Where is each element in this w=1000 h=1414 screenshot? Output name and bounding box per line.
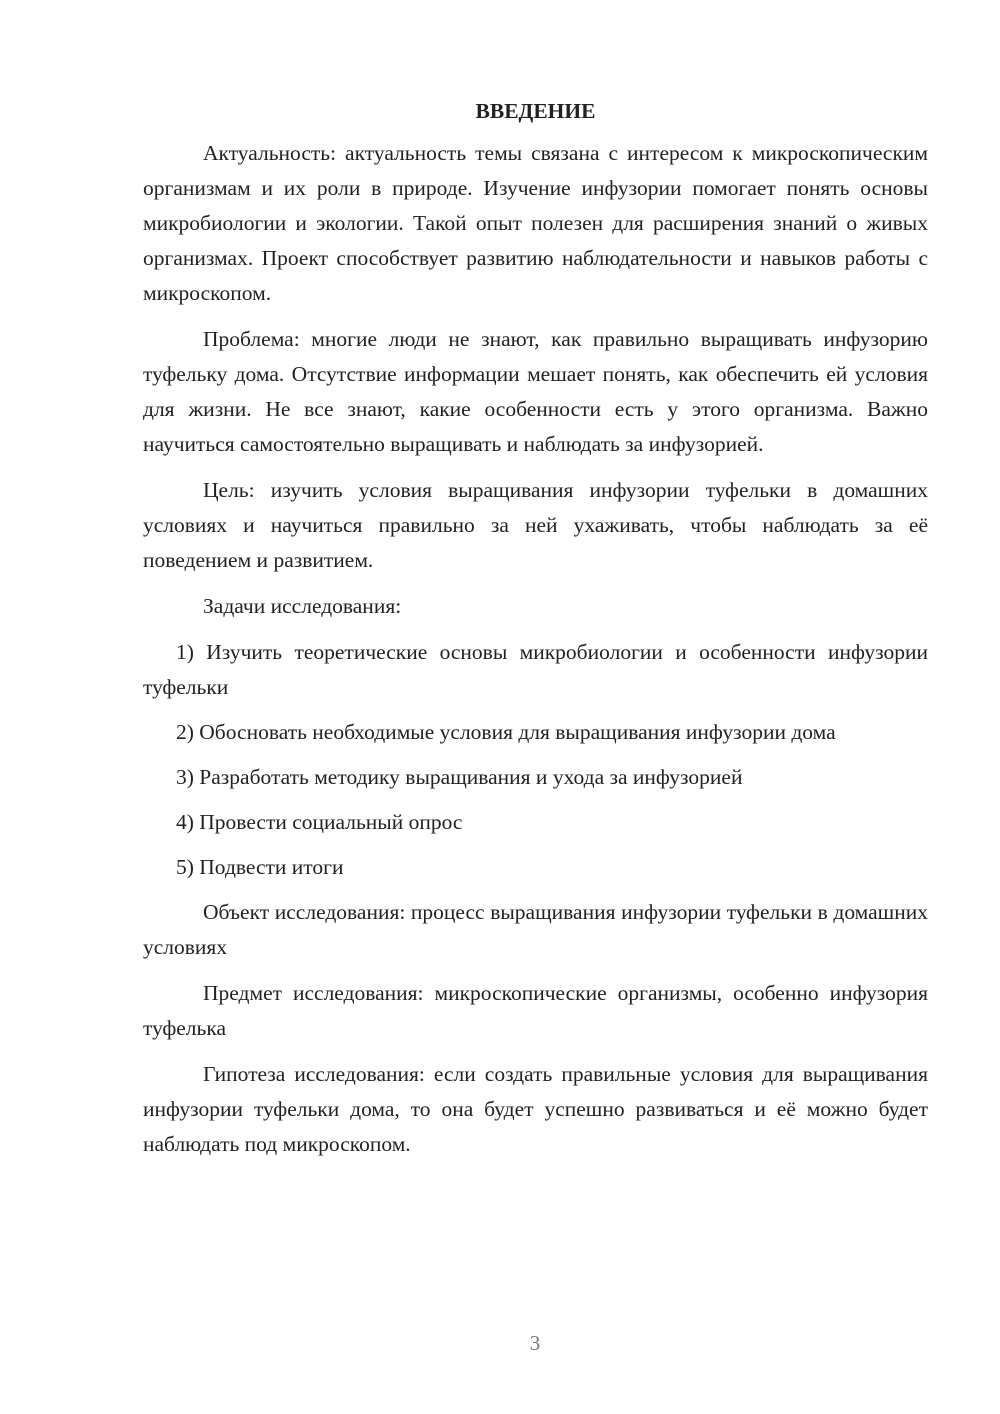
page-number: 3 [529, 1331, 541, 1355]
subject-paragraph: Предмет исследования: микроскопические организмы, особенно инфузория туфелька [143, 981, 928, 1040]
tasks-title: Задачи исследования: [203, 594, 402, 618]
relevance-paragraph: Актуальность: актуальность темы связана с интересом к микроскопическим организмам и их роли в природе. Изучение инфузории помогает понять основы микробиологии и экологии. Такой опыт полезен для расширения знаний о живых организмах. Проект способствует развитию наблюдательности и навыков работы с микроскопом. [143, 141, 928, 305]
task-item: 5) Подвести итоги [176, 855, 344, 879]
task-item: 1) Изучить теоретические основы микробиологии и особенности инфузории туфельки [143, 640, 928, 699]
document-page [143, 96, 928, 1173]
page-title: ВВЕДЕНИЕ [475, 99, 596, 123]
goal-paragraph: Цель: изучить условия выращивания инфузории туфельки в домашних условиях и научиться правильно за ней ухаживать, чтобы наблюдать за её поведением и развитием. [143, 478, 928, 572]
problem-paragraph: Проблема: многие люди не знают, как правильно выращивать инфузорию туфельку дома. Отсутствие информации мешает понять, как обеспечить ей условия для жизни. Не все знают, какие особенности есть у этого организма. Важно научиться самостоятельно выращивать и наблюдать за инфузорией. [143, 327, 928, 456]
task-item: 2) Обосновать необходимые условия для выращивания инфузории дома [176, 720, 836, 744]
task-item: 3) Разработать методику выращивания и ухода за инфузорией [176, 765, 743, 789]
task-item: 4) Провести социальный опрос [176, 810, 463, 834]
hypothesis-paragraph: Гипотеза исследования: если создать правильные условия для выращивания инфузории туфельки дома, то она будет успешно развиваться и её можно будет наблюдать под микроскопом. [143, 1062, 928, 1156]
object-paragraph: Объект исследования: процесс выращивания инфузории туфельки в домашних условиях [143, 900, 928, 959]
